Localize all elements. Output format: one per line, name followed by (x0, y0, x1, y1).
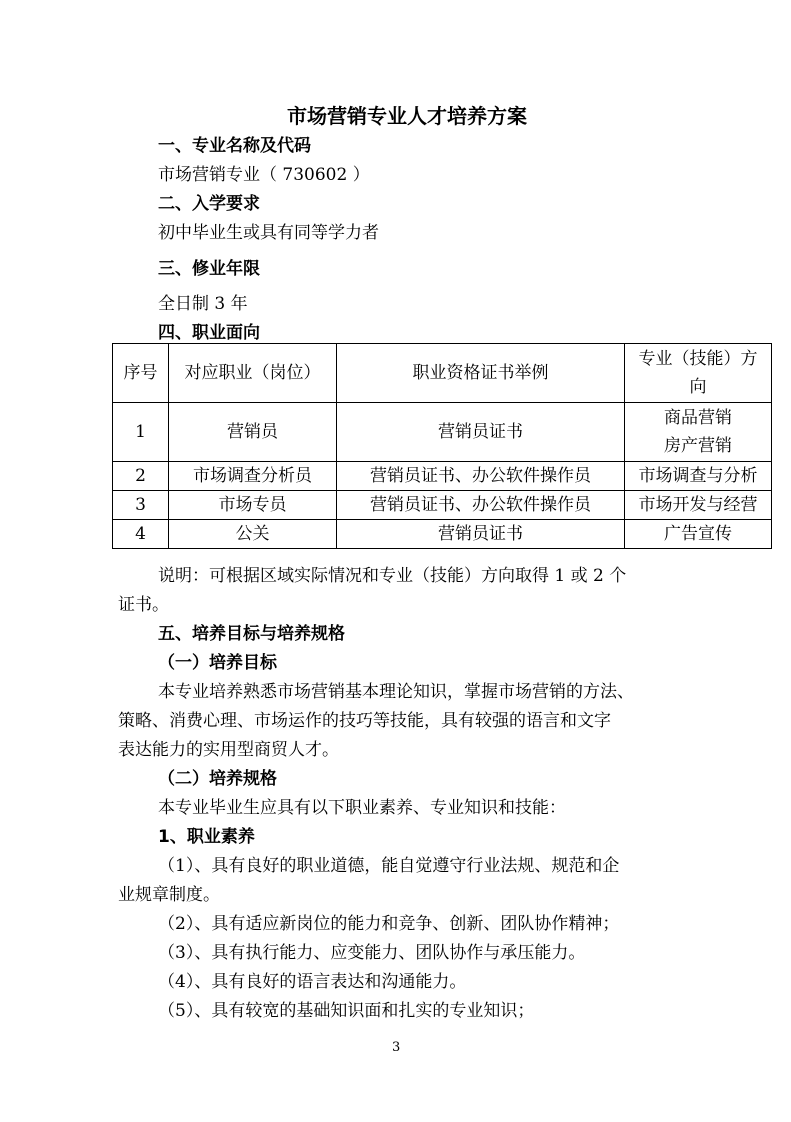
cell-direction: 市场开发与经营 (625, 491, 772, 520)
major-name-code: 市场营销专业（ 730602 ） (158, 165, 370, 185)
cell-no: 3 (113, 491, 169, 520)
career-table (112, 343, 772, 549)
header-no: 序号 (113, 344, 169, 403)
cell-no: 4 (113, 520, 169, 549)
cell-cert: 营销员证书 (337, 403, 625, 462)
header-cert: 职业资格证书举例 (337, 344, 625, 403)
cell-job: 市场调查分析员 (169, 462, 337, 491)
spec-intro: 本专业毕业生应具有以下职业素养、专业知识和技能： (158, 798, 566, 818)
cell-job: 市场专员 (169, 491, 337, 520)
cell-cert: 营销员证书、办公软件操作员 (337, 491, 625, 520)
quality-item-5: （5）、具有较宽的基础知识面和扎实的专业知识； (158, 1001, 535, 1021)
cell-job: 公关 (169, 520, 337, 549)
section-heading-career: 四、职业面向 (158, 323, 260, 343)
cell-no: 1 (113, 403, 169, 462)
table-row (113, 403, 772, 462)
table-row (113, 462, 772, 491)
subsection-heading-goal: （一）培养目标 (158, 653, 277, 673)
duration-text: 全日制 3 年 (158, 294, 248, 314)
quality-item-1-line-2: 业规章制度。 (118, 885, 220, 905)
page-number: 3 (392, 1040, 401, 1055)
header-direction: 专业（技能）方向 (625, 344, 772, 403)
quality-item-3: （3）、具有执行能力、应变能力、团队协作与承压能力。 (158, 943, 586, 963)
page-title: 市场营销专业人才培养方案 (287, 104, 527, 128)
direction-line-2: 房产营销 (664, 436, 732, 456)
goal-paragraph-line-2: 策略、消费心理、市场运作的技巧等技能，具有较强的语言和文字 (118, 711, 611, 731)
table-note-line-2: 证书。 (118, 595, 169, 615)
quality-item-2: （2）、具有适应新岗位的能力和竞争、创新、团队协作精神； (158, 914, 620, 934)
goal-paragraph-line-1: 本专业培养熟悉市场营销基本理论知识，掌握市场营销的方法、 (158, 682, 634, 702)
section-heading-major: 一、专业名称及代码 (158, 136, 311, 156)
admission-text: 初中毕业生或具有同等学力者 (158, 223, 379, 243)
quality-item-4: （4）、具有良好的语言表达和沟通能力。 (158, 972, 467, 992)
table-row (113, 520, 772, 549)
table-row (113, 491, 772, 520)
cell-direction (625, 403, 772, 462)
table-header-row (113, 344, 772, 403)
cell-job: 营销员 (169, 403, 337, 462)
section-heading-admission: 二、入学要求 (158, 194, 260, 214)
subsection-heading-qualities: 1、职业素养 (158, 827, 255, 847)
cell-cert: 营销员证书 (337, 520, 625, 549)
goal-paragraph-line-3: 表达能力的实用型商贸人才。 (118, 740, 339, 760)
cell-no: 2 (113, 462, 169, 491)
direction-line-1: 商品营销 (664, 408, 732, 428)
subsection-heading-spec: （二）培养规格 (158, 769, 277, 789)
table-note-line-1: 说明：可根据区域实际情况和专业（技能）方向取得 1 或 2 个 (158, 566, 627, 586)
section-heading-goals: 五、培养目标与培养规格 (158, 624, 345, 644)
cell-direction: 市场调查与分析 (625, 462, 772, 491)
quality-item-1-line-1: （1）、具有良好的职业道德，能自觉遵守行业法规、规范和企 (158, 856, 620, 876)
section-heading-duration: 三、修业年限 (158, 259, 260, 279)
cell-direction: 广告宣传 (625, 520, 772, 549)
cell-cert: 营销员证书、办公软件操作员 (337, 462, 625, 491)
header-job: 对应职业（岗位） (169, 344, 337, 403)
